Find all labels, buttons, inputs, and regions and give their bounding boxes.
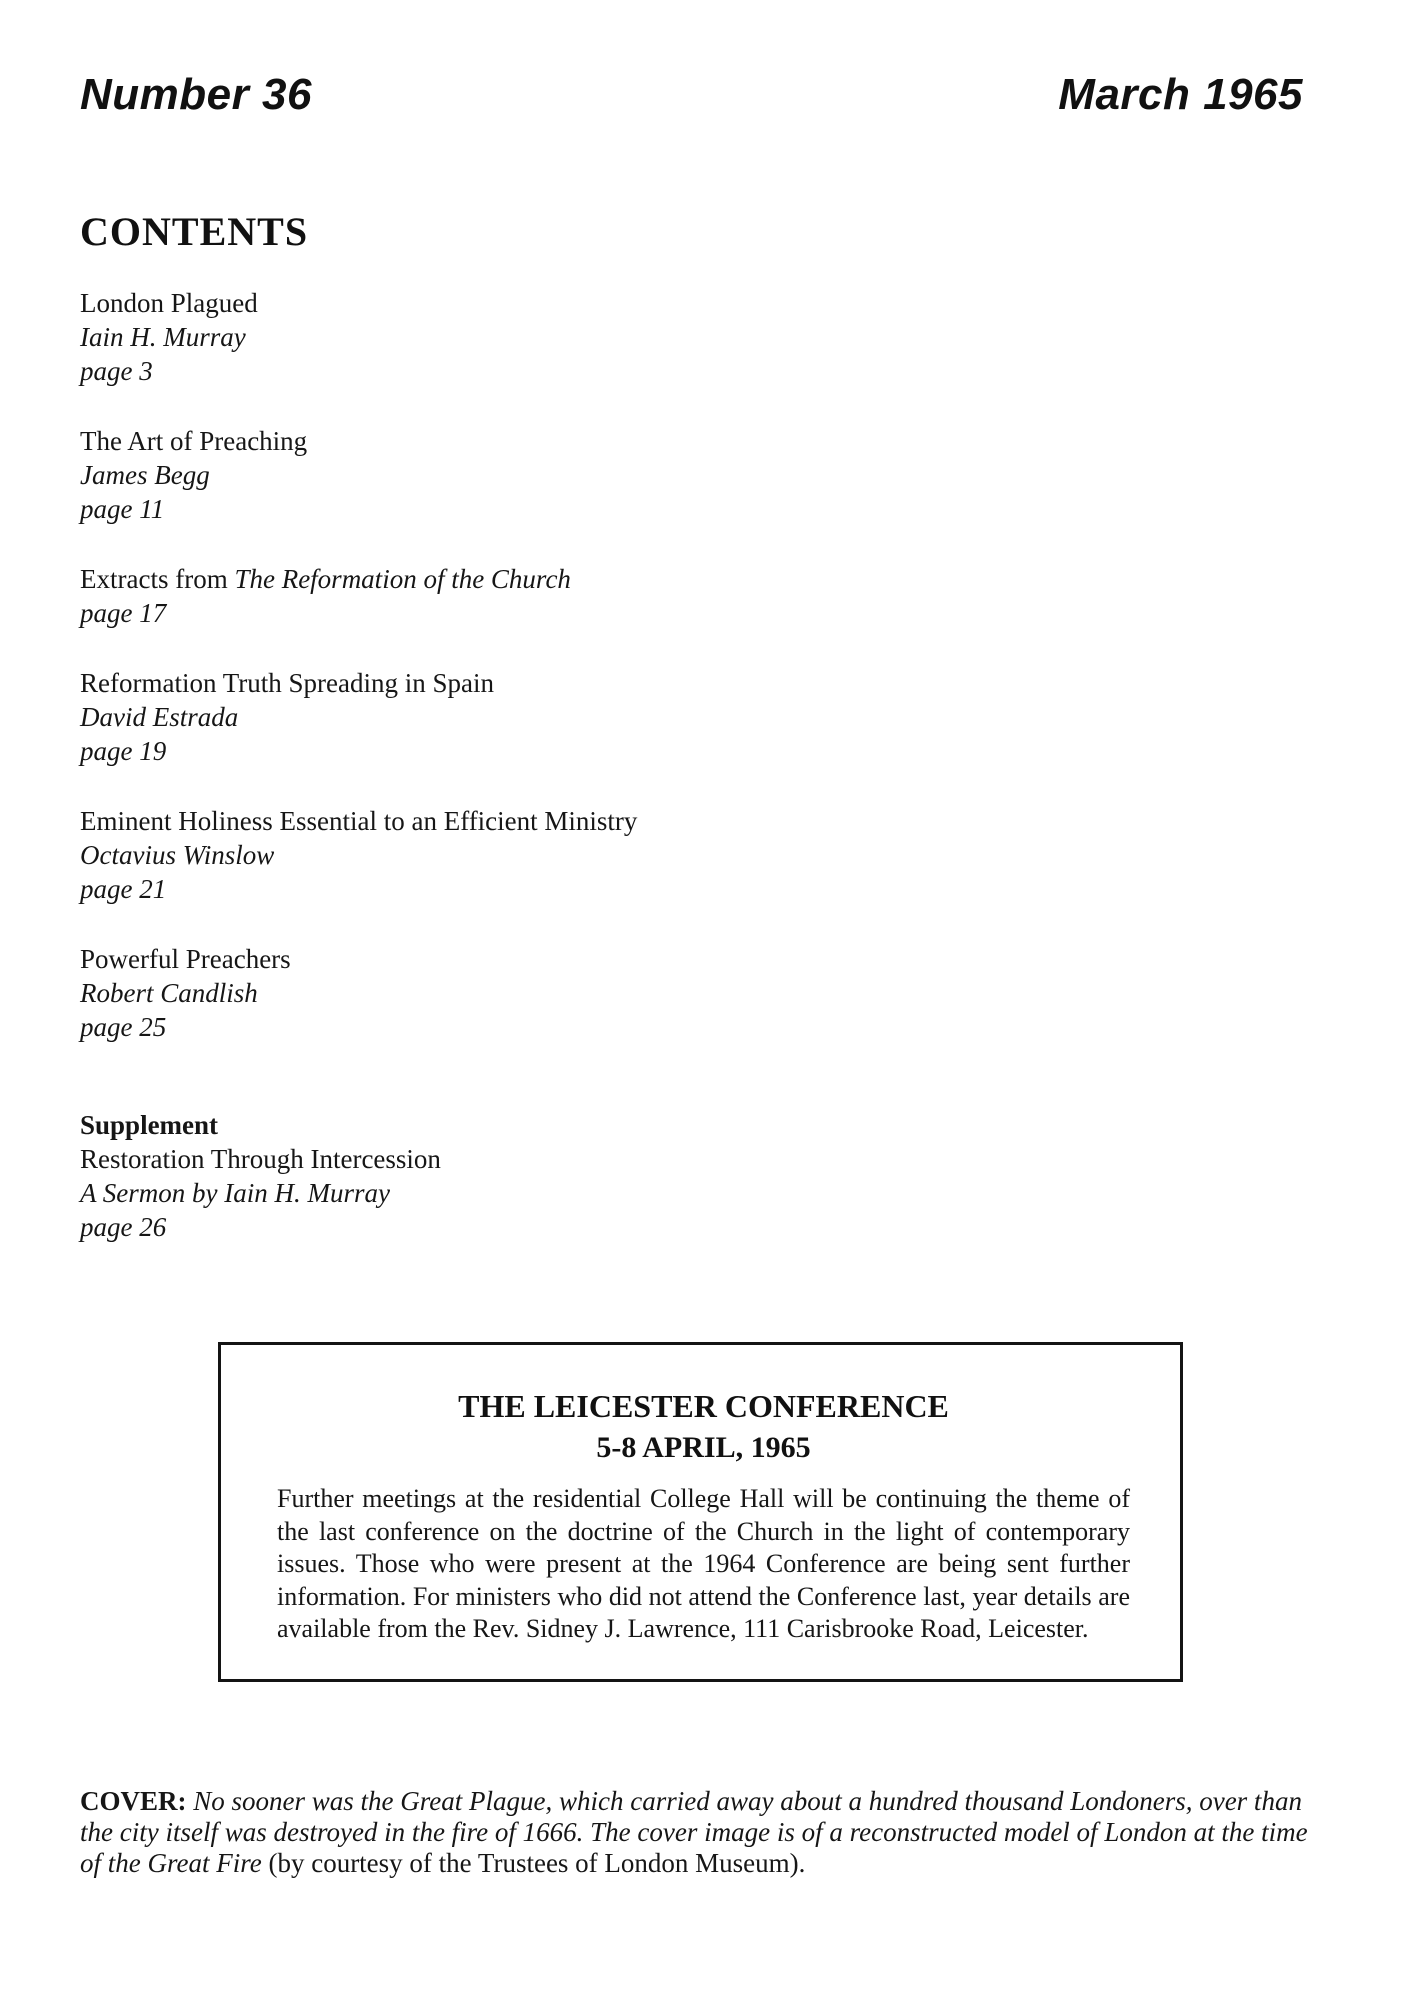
article-title-italic: The Reformation of the Church — [234, 564, 571, 594]
article-author: Robert Candlish — [80, 978, 258, 1008]
article-title-roman: Extracts from — [80, 564, 235, 594]
masthead — [80, 70, 1303, 120]
contents-entry — [80, 804, 1020, 906]
supplement-title: Restoration Through Intercession — [80, 1144, 441, 1174]
contents-entry — [80, 562, 1020, 630]
article-page: page 3 — [80, 356, 153, 386]
supplement-subtitle: A Sermon by Iain H. Murray — [80, 1178, 390, 1208]
contents-entry — [80, 424, 1020, 526]
article-title: Eminent Holiness Essential to an Efficient Ministry — [80, 806, 638, 836]
article-title: London Plagued — [80, 288, 258, 318]
article-page: page 25 — [80, 1012, 167, 1042]
contents-heading: CONTENTS — [80, 209, 309, 254]
issue-date: March 1965 — [1058, 70, 1303, 119]
cover-credit-roman: (by courtesy of the Trustees of London Museum). — [268, 1848, 806, 1878]
article-title: Powerful Preachers — [80, 944, 291, 974]
contents-list — [80, 286, 1020, 1244]
conference-dates: 5-8 APRIL, 1965 — [596, 1431, 811, 1464]
conference-announcement-box — [218, 1342, 1183, 1682]
contents-entry — [80, 286, 1020, 388]
supplement-label: Supplement — [80, 1110, 219, 1140]
issue-number: Number 36 — [80, 70, 312, 119]
article-author: James Begg — [80, 460, 210, 490]
cover-label: COVER: — [80, 1786, 187, 1816]
contents-entry — [80, 942, 1020, 1044]
article-author: Iain H. Murray — [80, 322, 246, 352]
article-title: Reformation Truth Spreading in Spain — [80, 668, 494, 698]
contents-entry — [80, 666, 1020, 768]
article-page: page 17 — [80, 598, 167, 628]
article-page: page 21 — [80, 874, 167, 904]
article-title: The Art of Preaching — [80, 426, 308, 456]
article-author: Octavius Winslow — [80, 840, 275, 870]
conference-body: Further meetings at the residential College Hall will be continuing the theme of the last conference on the doctrine of the Church in the light of contemporary issues. Those who were present at the 1964 Conference are being sent further information. For ministers who did not attend the Conference last, year details are available from the Rev. Sidney J. Lawrence, 111 Carisbrooke Road, Leicester. — [277, 1484, 1130, 1643]
supplement-entry — [80, 1108, 1020, 1244]
cover-note — [80, 1786, 1332, 1879]
article-page: page 19 — [80, 736, 167, 766]
article-page: page 11 — [80, 494, 165, 524]
conference-title: THE LEICESTER CONFERENCE — [458, 1388, 949, 1424]
supplement-page: page 26 — [80, 1212, 167, 1242]
article-title — [80, 562, 1020, 596]
article-author: David Estrada — [80, 702, 239, 732]
cover-description-italic: No sooner was the Great Plague, which carried away about a hundred thousand Londoners, over than the city itself was destroyed in the fire of 1666. The cover image is of a reconstructed model of London at the time of the Great Fire — [80, 1786, 1308, 1878]
